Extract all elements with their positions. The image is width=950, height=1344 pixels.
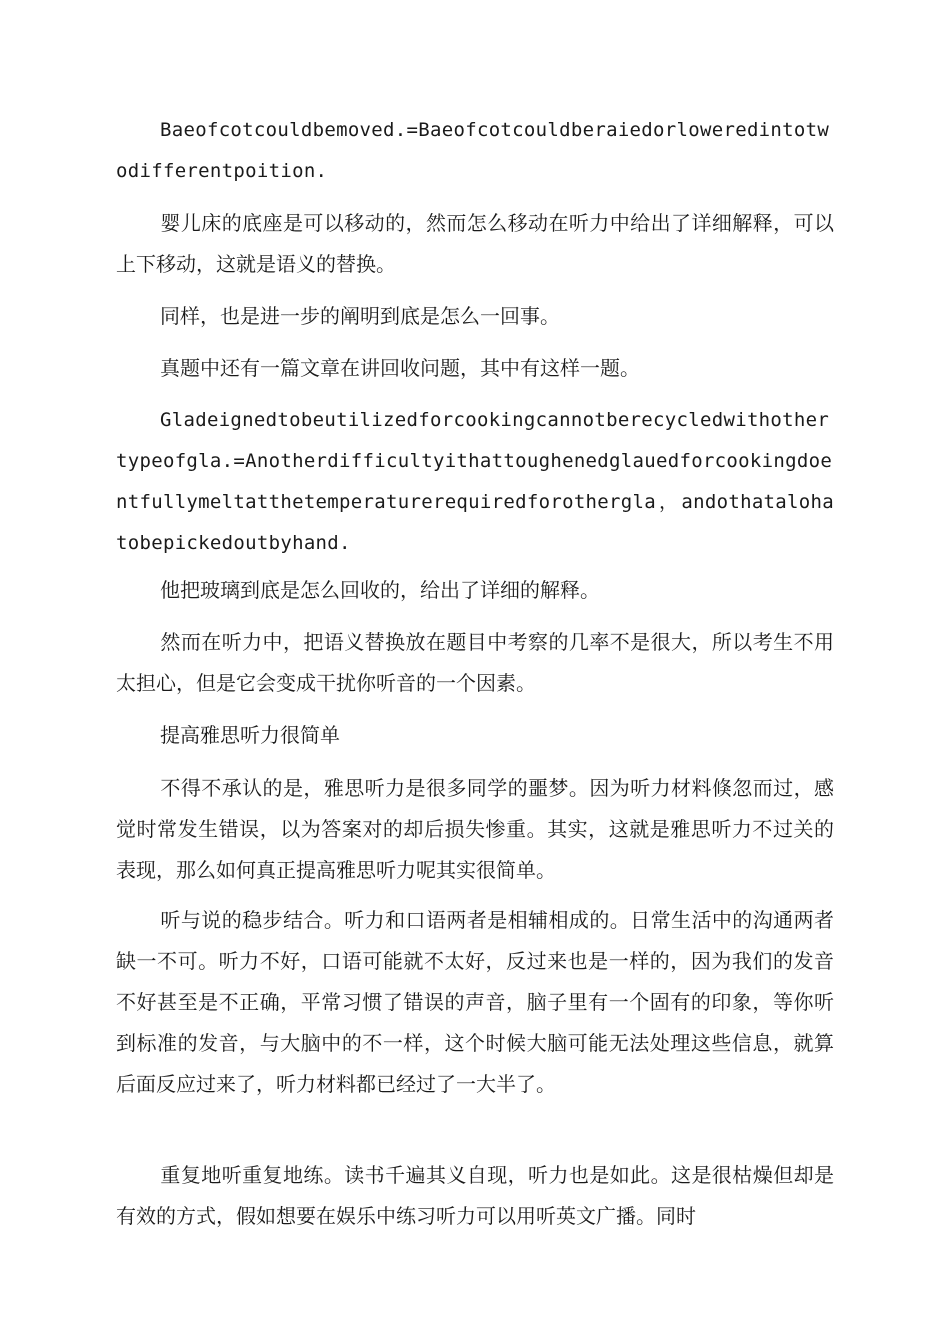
paragraph-english-example-cot xyxy=(116,110,834,192)
section-heading-listening xyxy=(116,715,834,756)
paragraph-text: 不得不承认的是，雅思听力是很多同学的噩梦。因为听力材料倏忽而过，感觉时常发生错误，以为答案对的却后损失惨重。其实，这就是雅思听力不过关的表现，那么如何真正提高雅思听力呢其实很简单。 xyxy=(116,776,834,882)
paragraph-listen-speak xyxy=(116,900,834,1105)
paragraph-text: Baeofcotcouldbemoved.=Baeofcotcouldberaiedorloweredintotwodifferentpoition. xyxy=(116,119,830,182)
paragraph-listening-nightmare xyxy=(116,768,834,891)
paragraph-text: 同样，也是进一步的阐明到底是怎么一回事。 xyxy=(160,304,560,328)
paragraph-repeat-practice xyxy=(116,1155,834,1237)
paragraph-text: 他把玻璃到底是怎么回收的，给出了详细的解释。 xyxy=(160,578,600,602)
paragraph-text: 重复地听重复地练。读书千遍其义自现，听力也是如此。这是很枯燥但却是有效的方式，假如想要在娱乐中练习听力可以用听英文广播。同时 xyxy=(116,1163,834,1228)
paragraph-clarification xyxy=(116,296,834,337)
paragraph-text: 听与说的稳步结合。听力和口语两者是相辅相成的。日常生活中的沟通两者缺一不可。听力不好，口语可能就不太好，反过来也是一样的，因为我们的发音不好甚至是不正确，平常习惯了错误的声音，脑子里有一个固有的印象，等你听到标准的发音，与大脑中的不一样，这个时候大脑可能无法处理这些信息，就算后面反应过来了，听力材料都已经过了一大半了。 xyxy=(116,908,834,1096)
paragraph-english-example-glass xyxy=(116,400,834,564)
paragraph-glass-explanation xyxy=(116,570,834,611)
paragraph-cot-explanation xyxy=(116,203,834,285)
paragraph-text: 婴儿床的底座是可以移动的，然而怎么移动在听力中给出了详细解释，可以上下移动，这就是语义的替换。 xyxy=(116,211,834,276)
paragraph-recycling-intro xyxy=(116,348,834,389)
paragraph-text: Gladeignedtobeutilizedforcookingcannotberecycledwithothertypeofgla.=Anotherdifficultyithattoughenedglauedforcookingdoentfullymeltatthetemperaturerequiredforothergla，andothatalohatobepickedoutbyhand. xyxy=(116,409,834,554)
paragraph-text: 然而在听力中，把语义替换放在题目中考察的几率不是很大，所以考生不用太担心，但是它会变成干扰你听音的一个因素。 xyxy=(116,630,834,695)
paragraph-text: 真题中还有一篇文章在讲回收问题，其中有这样一题。 xyxy=(160,356,640,380)
heading-text: 提高雅思听力很简单 xyxy=(160,723,340,747)
paragraph-semantic-replacement xyxy=(116,622,834,704)
